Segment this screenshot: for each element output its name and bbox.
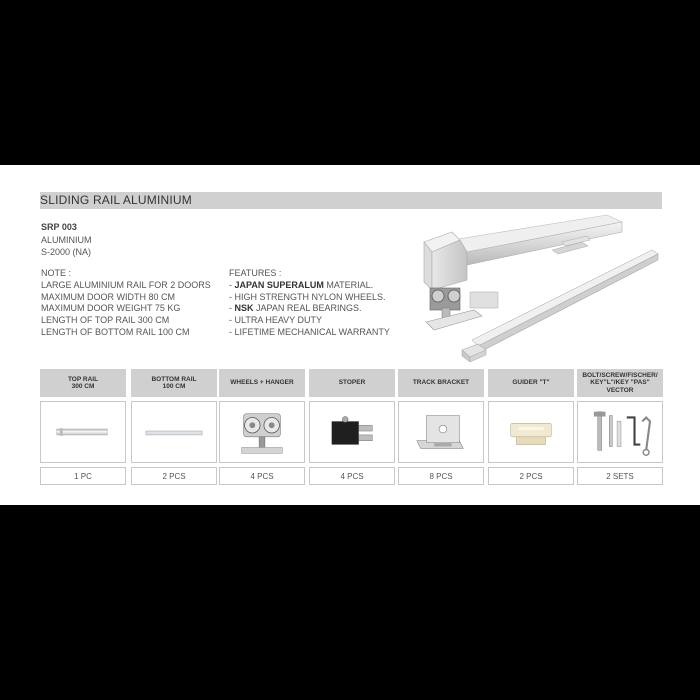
component-quantity: 8 PCS <box>398 467 484 485</box>
guider-icon <box>488 401 574 463</box>
component-column <box>131 369 217 485</box>
component-quantity: 4 PCS <box>309 467 395 485</box>
component-column <box>398 369 484 485</box>
features-section <box>229 268 390 339</box>
sliding-rail-product-image <box>412 210 662 365</box>
note-line: LARGE ALUMINIUM RAIL FOR 2 DOORS <box>41 279 211 290</box>
product-model: S-2000 (NA) <box>41 247 92 257</box>
track-bracket-icon <box>398 401 484 463</box>
stopper-icon <box>309 401 395 463</box>
note-line: LENGTH OF TOP RAIL 300 CM <box>41 315 170 326</box>
product-sheet <box>0 165 700 505</box>
feature-line: - NSK JAPAN REAL BEARINGS. <box>229 303 362 314</box>
component-quantity: 2 PCS <box>488 467 574 485</box>
feature-line: - ULTRA HEAVY DUTY <box>229 315 323 326</box>
component-name: STOPER <box>309 369 395 397</box>
component-column <box>309 369 395 485</box>
bolt-set-icon <box>577 401 663 463</box>
component-name: BOLT/SCREW/FISCHER/ KEY"L"/KEY "PAS" VECTOR <box>577 369 663 397</box>
note-line: LENGTH OF BOTTOM RAIL 100 CM <box>41 326 190 337</box>
component-name: TOP RAIL 300 CM <box>40 369 126 397</box>
component-quantity: 1 PC <box>40 467 126 485</box>
product-material: ALUMINIUM <box>41 235 92 245</box>
note-line: MAXIMUM DOOR WEIGHT 75 KG <box>41 303 181 314</box>
component-column <box>219 369 305 485</box>
product-code: SRP 003 <box>41 222 77 232</box>
component-name: BOTTOM RAIL 100 CM <box>131 369 217 397</box>
component-quantity: 2 SETS <box>577 467 663 485</box>
feature-line: - JAPAN SUPERALUM MATERIAL. <box>229 279 374 290</box>
component-quantity: 2 PCS <box>131 467 217 485</box>
feature-line: - HIGH STRENGTH NYLON WHEELS. <box>229 291 386 302</box>
features-heading: FEATURES : <box>229 268 282 278</box>
feature-line: - LIFETIME MECHANICAL WARRANTY <box>229 326 390 337</box>
title-bar <box>40 192 662 209</box>
page-title: SLIDING RAIL ALUMINIUM <box>40 193 192 207</box>
top-rail-icon <box>40 401 126 463</box>
note-line: MAXIMUM DOOR WIDTH 80 CM <box>41 291 175 302</box>
component-column <box>40 369 126 485</box>
bottom-rail-icon <box>131 401 217 463</box>
component-name: TRACK BRACKET <box>398 369 484 397</box>
wheels-hanger-icon <box>219 401 305 463</box>
component-quantity: 4 PCS <box>219 467 305 485</box>
note-section <box>41 268 211 339</box>
note-heading: NOTE : <box>41 268 72 278</box>
component-column <box>488 369 574 485</box>
component-name: WHEELS + HANGER <box>219 369 305 397</box>
component-column <box>577 369 663 485</box>
component-name: GUIDER "T" <box>488 369 574 397</box>
